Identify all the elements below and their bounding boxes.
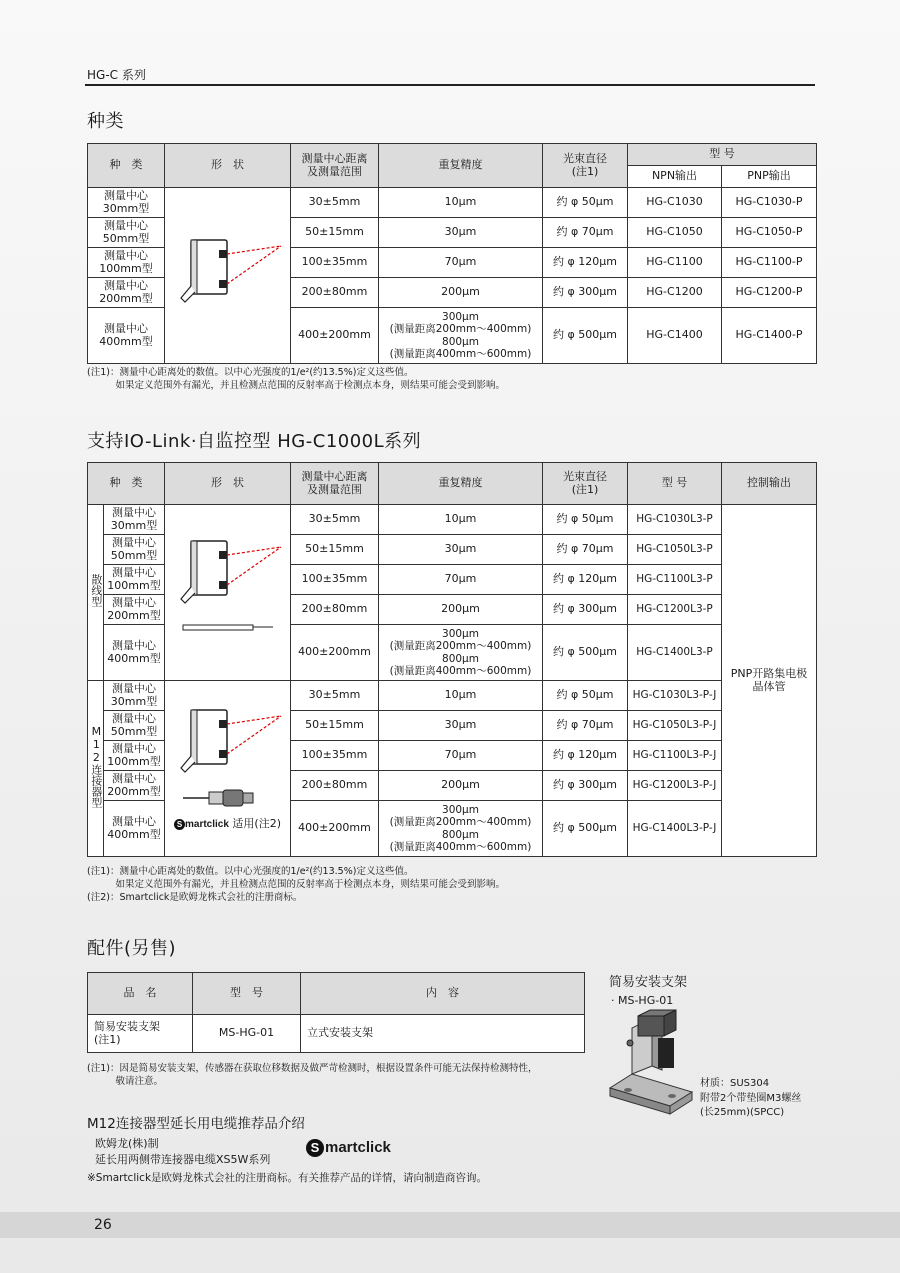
type-cell: 测量中心 200mm型 xyxy=(104,595,165,625)
type-cell: 测量中心 50mm型 xyxy=(104,535,165,565)
beam-cell: 约 φ 50μm xyxy=(543,681,628,711)
beam-cell: 约 φ 300μm xyxy=(543,771,628,801)
range-cell: 50±15mm xyxy=(291,535,379,565)
range-cell: 50±15mm xyxy=(291,711,379,741)
range-cell: 100±35mm xyxy=(291,741,379,771)
type-cell: 测量中心 30mm型 xyxy=(104,505,165,535)
repeat-cell: 70μm xyxy=(379,565,543,595)
iolink-notes: (注1)：测量中心距离处的数值。以中心光强度的1/e²(约13.5%)定义这些值。 如果定义范围外有漏光，并且检测点范围的反射率高于检测点本身，则结果可能会受到影响。 (注2)：Smartclick是欧姆龙株式会社的注册商标。 xyxy=(87,866,506,903)
beam-cell: 约 φ 70μm xyxy=(543,218,628,248)
group-cell xyxy=(88,681,104,857)
beam-cell: 约 φ 500μm xyxy=(543,625,628,681)
header-rule xyxy=(85,84,815,86)
sensor-icon xyxy=(169,706,287,818)
model-cell: HG-C1400L3-P-J xyxy=(628,801,722,857)
types-notes: (注1)：测量中心距离处的数值。以中心光强度的1/e²(约13.5%)定义这些值。 如果定义范围外有漏光，并且检测点范围的反射率高于检测点本身，则结果可能会受到影响。 xyxy=(87,367,506,391)
repeat-cell: 10μm xyxy=(379,681,543,711)
control-cell: PNP开路集电极 晶体管 xyxy=(722,505,817,857)
pnp-cell: HG-C1100-P xyxy=(722,248,817,278)
beam-cell: 约 φ 50μm xyxy=(543,505,628,535)
sensor-icon xyxy=(169,537,287,649)
col-model: 型 号 xyxy=(628,463,722,505)
col-repeat: 重复精度 xyxy=(379,144,543,188)
beam-cell: 约 φ 500μm xyxy=(543,801,628,857)
smartclick-note xyxy=(167,818,288,831)
repeat-cell: 10μm xyxy=(379,188,543,218)
repeat-cell: 30μm xyxy=(379,535,543,565)
accessories-table xyxy=(87,972,585,1053)
bracket-title: 简易安装支架 xyxy=(609,975,688,990)
table-row xyxy=(88,681,817,711)
shape-cell xyxy=(165,188,291,364)
repeat-cell: 200μm xyxy=(379,595,543,625)
model-cell: HG-C1030L3-P-J xyxy=(628,681,722,711)
npn-cell: HG-C1400 xyxy=(628,308,722,364)
col-repeat: 重复精度 xyxy=(379,463,543,505)
col-pnp: PNP输出 xyxy=(722,166,817,188)
series-label: HG-C 系列 xyxy=(87,68,146,82)
range-cell: 400±200mm xyxy=(291,625,379,681)
cable-desc: 延长用两侧带连接器电缆XS5W系列 xyxy=(95,1153,271,1166)
model-cell: HG-C1100L3-P-J xyxy=(628,741,722,771)
type-cell: 测量中心 50mm型 xyxy=(88,218,165,248)
shape-cell xyxy=(165,505,291,681)
section-title-types: 种类 xyxy=(87,111,124,132)
smartclick-wordmark: martclick xyxy=(325,1139,391,1156)
section-title-accessories: 配件(另售) xyxy=(87,938,177,959)
type-cell: 测量中心 50mm型 xyxy=(104,711,165,741)
beam-cell: 约 φ 300μm xyxy=(543,278,628,308)
smartclick-s-icon: S xyxy=(306,1139,324,1157)
type-cell: 测量中心 30mm型 xyxy=(88,188,165,218)
cable-maker: 欧姆龙(株)制 xyxy=(95,1137,159,1150)
accessory-content: 立式安装支架 xyxy=(301,1015,585,1053)
bracket-illustration xyxy=(600,1008,700,1126)
col-shape: 形 状 xyxy=(165,463,291,505)
smartclick-s-icon: S xyxy=(174,819,185,830)
footer-band xyxy=(0,1212,900,1238)
smartclick-suffix: 适用(注2) xyxy=(232,817,281,831)
repeat-cell: 70μm xyxy=(379,741,543,771)
cable-note: ※Smartclick是欧姆龙株式会社的注册商标。有关推荐产品的详情，请向制造商咨询。 xyxy=(87,1172,488,1184)
group-label: 散线型 xyxy=(89,574,103,608)
col-npn: NPN输出 xyxy=(628,166,722,188)
model-cell: HG-C1030L3-P xyxy=(628,505,722,535)
pnp-cell: HG-C1200-P xyxy=(722,278,817,308)
npn-cell: HG-C1100 xyxy=(628,248,722,278)
repeat-cell: 30μm xyxy=(379,218,543,248)
col-beam: 光束直径 (注1) xyxy=(543,144,628,188)
model-cell: HG-C1050L3-P-J xyxy=(628,711,722,741)
section-title-iolink: 支持IO-Link·自监控型 HG-C1000L系列 xyxy=(87,431,422,452)
range-cell: 200±80mm xyxy=(291,771,379,801)
bracket-model: · MS-HG-01 xyxy=(611,994,674,1007)
type-cell: 测量中心 400mm型 xyxy=(104,801,165,857)
model-cell: HG-C1400L3-P xyxy=(628,625,722,681)
type-cell: 测量中心 100mm型 xyxy=(88,248,165,278)
type-cell: 测量中心 30mm型 xyxy=(104,681,165,711)
model-cell: HG-C1100L3-P xyxy=(628,565,722,595)
col-content: 内 容 xyxy=(301,973,585,1015)
types-table xyxy=(87,143,817,364)
model-cell: HG-C1050L3-P xyxy=(628,535,722,565)
col-range: 测量中心距离 及测量范围 xyxy=(291,463,379,505)
beam-cell: 约 φ 120μm xyxy=(543,741,628,771)
repeat-cell: 10μm xyxy=(379,505,543,535)
col-model: 型 号 xyxy=(628,144,817,166)
repeat-cell: 300μm (测量距离200mm～400mm) 800μm (测量距离400mm～600mm) xyxy=(379,308,543,364)
repeat-cell: 200μm xyxy=(379,278,543,308)
col-shape: 形 状 xyxy=(165,144,291,188)
bracket-material: 材质：SUS304 xyxy=(700,1078,770,1089)
model-cell: HG-C1200L3-P-J xyxy=(628,771,722,801)
pnp-cell: HG-C1050-P xyxy=(722,218,817,248)
accessory-model: MS-HG-01 xyxy=(193,1015,301,1053)
type-cell: 测量中心 100mm型 xyxy=(104,565,165,595)
range-cell: 100±35mm xyxy=(291,565,379,595)
range-cell: 100±35mm xyxy=(291,248,379,278)
col-range: 测量中心距离 及测量范围 xyxy=(291,144,379,188)
smartclick-logo-small xyxy=(174,819,229,830)
type-cell: 测量中心 200mm型 xyxy=(104,771,165,801)
accessories-notes: (注1)：因是简易安装支架，传感器在获取位移数据及做严苛检测时，根据设置条件可能无法保持检测特性， 敬请注意。 xyxy=(87,1063,538,1087)
accessory-name: 简易安装支架 (注1) xyxy=(88,1015,193,1053)
repeat-cell: 70μm xyxy=(379,248,543,278)
page-number: 26 xyxy=(94,1217,112,1233)
table-row xyxy=(88,188,817,218)
npn-cell: HG-C1200 xyxy=(628,278,722,308)
pnp-cell: HG-C1030-P xyxy=(722,188,817,218)
bracket-bolt-info: 附带2个带垫圈M3螺丝 xyxy=(700,1093,802,1104)
cable-title: M12连接器型延长用电缆推荐品介绍 xyxy=(87,1116,305,1132)
range-cell: 200±80mm xyxy=(291,278,379,308)
range-cell: 400±200mm xyxy=(291,308,379,364)
range-cell: 50±15mm xyxy=(291,218,379,248)
type-cell: 测量中心 400mm型 xyxy=(104,625,165,681)
repeat-cell: 300μm (测量距离200mm～400mm) 800μm (测量距离400mm～600mm) xyxy=(379,801,543,857)
col-name: 品 名 xyxy=(88,973,193,1015)
iolink-table xyxy=(87,462,817,857)
model-cell: HG-C1200L3-P xyxy=(628,595,722,625)
repeat-cell: 300μm (测量距离200mm～400mm) 800μm (测量距离400mm～600mm) xyxy=(379,625,543,681)
range-cell: 30±5mm xyxy=(291,681,379,711)
beam-cell: 约 φ 120μm xyxy=(543,248,628,278)
range-cell: 200±80mm xyxy=(291,595,379,625)
range-cell: 400±200mm xyxy=(291,801,379,857)
sensor-icon xyxy=(169,236,287,316)
npn-cell: HG-C1050 xyxy=(628,218,722,248)
range-cell: 30±5mm xyxy=(291,505,379,535)
smartclick-wordmark: martclick xyxy=(184,819,229,831)
type-cell: 测量中心 400mm型 xyxy=(88,308,165,364)
beam-cell: 约 φ 300μm xyxy=(543,595,628,625)
type-cell: 测量中心 100mm型 xyxy=(104,741,165,771)
col-type: 种 类 xyxy=(88,463,165,505)
col-beam: 光束直径 (注1) xyxy=(543,463,628,505)
type-cell: 测量中心 200mm型 xyxy=(88,278,165,308)
group-label: M12连接器型 xyxy=(89,725,103,809)
col-model: 型 号 xyxy=(193,973,301,1015)
group-cell xyxy=(88,505,104,681)
repeat-cell: 30μm xyxy=(379,711,543,741)
bracket-bolt-spec: (长25mm)(SPCC) xyxy=(700,1107,785,1118)
col-control: 控制输出 xyxy=(722,463,817,505)
pnp-cell: HG-C1400-P xyxy=(722,308,817,364)
range-cell: 30±5mm xyxy=(291,188,379,218)
repeat-cell: 200μm xyxy=(379,771,543,801)
table-row xyxy=(88,505,817,535)
smartclick-logo xyxy=(306,1139,391,1157)
col-type: 种 类 xyxy=(88,144,165,188)
beam-cell: 约 φ 70μm xyxy=(543,711,628,741)
beam-cell: 约 φ 120μm xyxy=(543,565,628,595)
beam-cell: 约 φ 500μm xyxy=(543,308,628,364)
beam-cell: 约 φ 50μm xyxy=(543,188,628,218)
shape-cell xyxy=(165,681,291,857)
beam-cell: 约 φ 70μm xyxy=(543,535,628,565)
npn-cell: HG-C1030 xyxy=(628,188,722,218)
